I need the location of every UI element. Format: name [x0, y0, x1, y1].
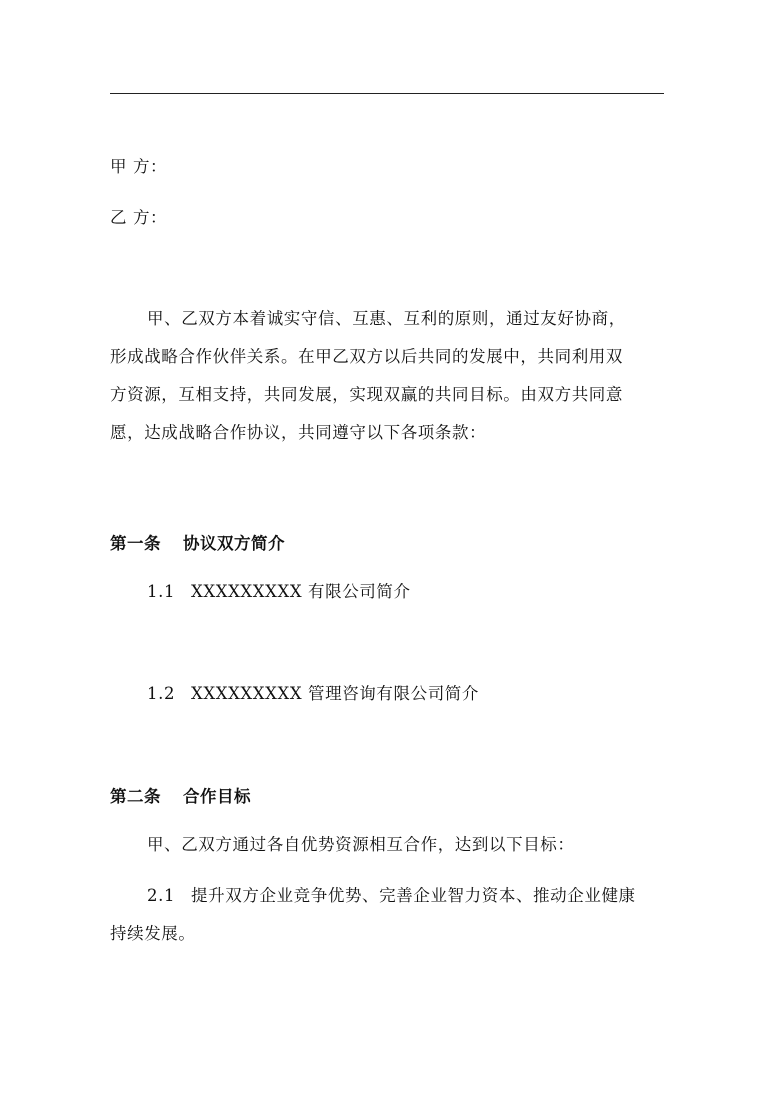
item-text: 提升双方企业竞争优势、完善企业智力资本、推动企业健康	[191, 886, 636, 905]
article-1-item-1	[147, 580, 707, 604]
article-2-number: 第二条	[110, 787, 161, 806]
party-b-label: 乙 方：	[110, 208, 168, 227]
article-2-title: 合作目标	[183, 787, 251, 806]
article-2-heading	[110, 785, 670, 809]
article-1-number: 第一条	[110, 534, 161, 553]
item-number: 1.1	[147, 582, 176, 601]
article-1-title: 协议双方简介	[183, 534, 285, 553]
item-text: XXXXXXXXX 管理咨询有限公司简介	[191, 684, 480, 703]
article-2-item-1	[147, 884, 707, 908]
preamble-line-4: 愿，达成战略合作协议，共同遵守以下各项条款：	[110, 423, 487, 442]
preamble-line-1: 甲、乙双方本着诚实守信、互惠、互利的原则，通过友好协商，	[147, 309, 626, 328]
item-number: 2.1	[147, 886, 176, 905]
article-2-item-1-continuation: 持续发展。	[110, 924, 196, 943]
item-number: 1.2	[147, 684, 176, 703]
preamble-line-2: 形成战略合作伙伴关系。在甲乙双方以后共同的发展中，共同利用双	[110, 347, 623, 366]
header-rule	[110, 93, 664, 94]
party-a-label: 甲 方：	[110, 157, 168, 176]
item-text: XXXXXXXXX 有限公司简介	[191, 582, 411, 601]
article-2-intro: 甲、乙双方通过各自优势资源相互合作，达到以下目标：	[147, 835, 575, 854]
article-1-item-2	[147, 682, 707, 706]
article-1-heading	[110, 532, 670, 556]
preamble-line-3: 方资源，互相支持，共同发展，实现双赢的共同目标。由双方共同意	[110, 385, 623, 404]
